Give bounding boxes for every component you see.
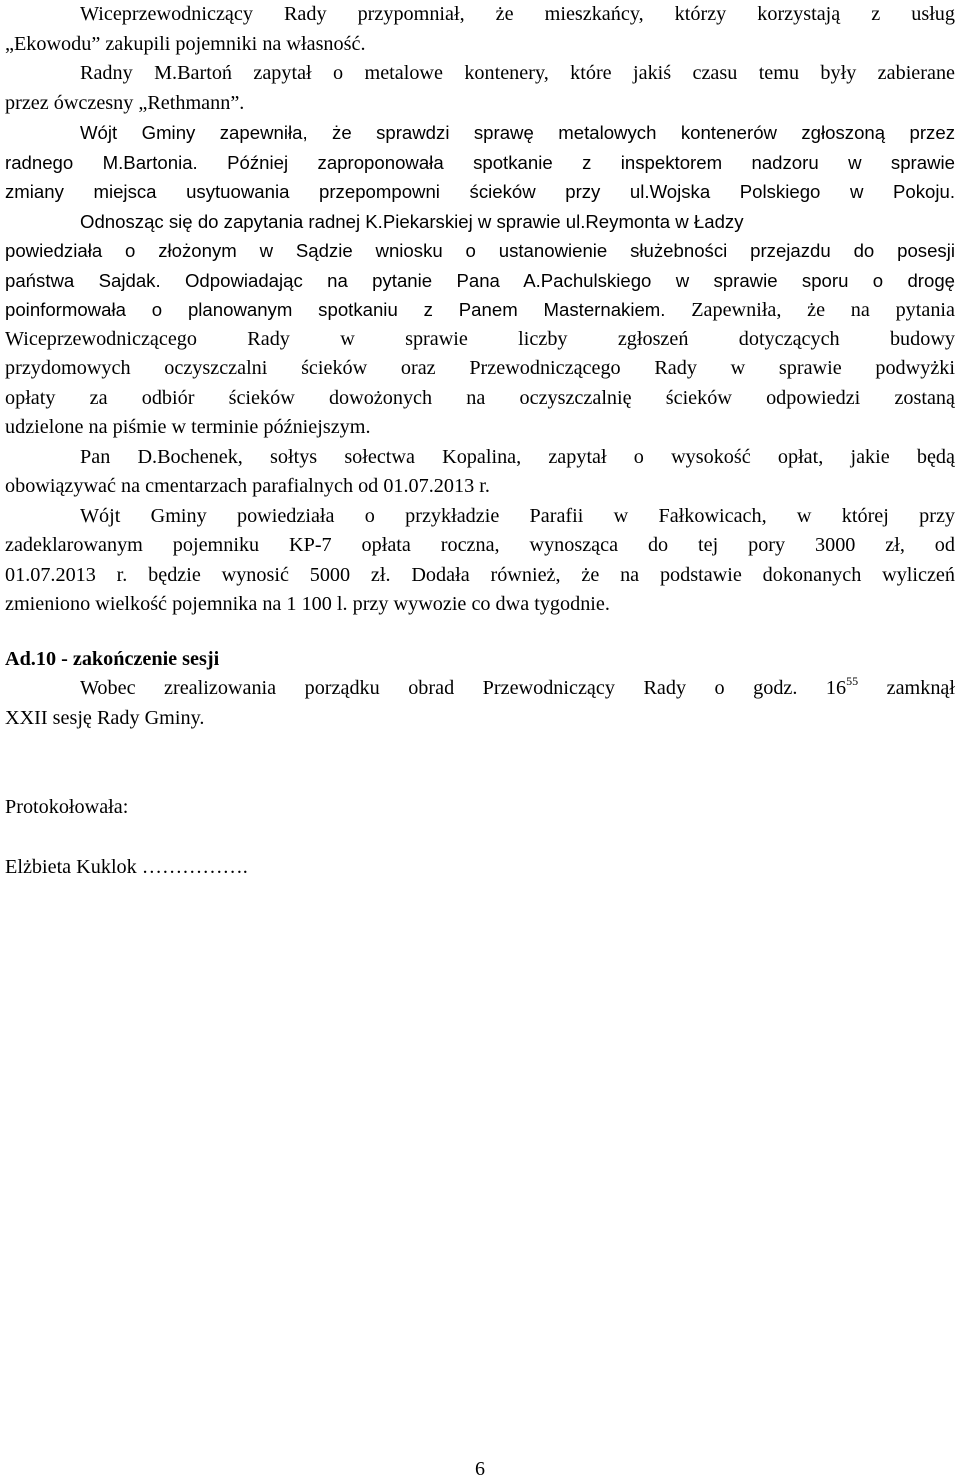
paragraph-barton [5,59,955,118]
paragraph-line [5,148,955,178]
paragraph-line: przez ówczesny „Rethmann”. [5,91,245,114]
paragraph-line [5,674,955,704]
paragraph-line: XXII sesję Rady Gminy. [5,706,205,729]
paragraph-line: obowiązywać na cmentarzach parafialnych od 01.07.2013 r. [5,475,490,497]
paragraph-line: Pan D.Bochenek, sołtys sołectwa Kopalina, zapytał o wysokość opłat, jakie będą [80,445,955,468]
paragraph-line: Wójt Gminy zapewniła, że sprawdzi sprawę metalowych kontenerów zgłoszoną przez [80,122,955,143]
paragraph-line [5,295,955,325]
section-heading: Ad.10 - zakończenie sesji [5,647,220,670]
document-page [5,0,955,882]
line-segment: radnego M.Bartonia. [5,151,198,173]
paragraph-line: 01.07.2013 r. będzie wynosić 5000 zł. Dodała również, że na podstawie dokonanych wyliczeń [5,563,955,586]
paragraph-bochenek [5,443,955,502]
paragraph-ekowod [5,0,955,59]
paragraph-falkowice [5,502,955,620]
paragraph-line: zadeklarowanym pojemniku KP-7 opłata roczna, wynosząca do tej pory 3000 zł, od [5,534,955,556]
signature-label: Protokołowała: [5,796,129,818]
line-segment: Wobec zrealizowania porządku obrad Przewodniczący Rady o godz. 16 [80,677,847,699]
page-number: 6 [475,1458,485,1480]
paragraph-line: Radny M.Bartoń zapytał o metalowe kontenery, które jakiś czasu temu były zabierane [80,62,955,84]
paragraph-line: Wiceprzewodniczący Rady przypomniał, że mieszkańcy, którzy korzystają z usług [80,3,955,25]
paragraph-line: państwa Sajdak. Odpowiadając na pytanie Pana A.Pachulskiego w sprawie sporu o drogę [5,269,955,291]
paragraph-line: udzielone na piśmie w terminie późniejszym. [5,416,371,438]
paragraph-wojt-response [5,118,955,443]
paragraph-line: Wiceprzewodniczącego Rady w sprawie liczby zgłoszeń dotyczących budowy [5,327,955,350]
paragraph-line: przydomowych oczyszczalni ścieków oraz Przewodniczącego Rady w sprawie podwyżki [5,357,955,379]
line-segment: poinformowała o planowanym spotkaniu z Panem Masternakiem. [5,299,666,320]
paragraph-line: Wójt Gminy powiedziała o przykładzie Parafii w Fałkowicach, w której przy [80,504,955,527]
signature-name: Elżbieta Kuklok ……………. [5,855,248,878]
paragraph-line: opłaty za odbiór ścieków dowożonych na oczyszczalnię ścieków odpowiedzi zostaną [5,386,955,409]
paragraph-line: „Ekowodu” zakupili pojemniki na własność. [5,32,366,55]
line-segment: zamknął [858,677,955,699]
line-segment: Zapewniła, że na pytania [665,299,955,321]
paragraph-closing [5,674,955,733]
time-minutes-superscript: 55 [846,674,859,688]
paragraph-line: zmiany miejsca usytuowania przepompowni ścieków przy ul.Wojska Polskiego w Pokoju. [5,181,955,202]
paragraph-line: Odnosząc się do zapytania radnej K.Piekarskiej w sprawie ul.Reymonta w Ładzy [80,210,744,232]
line-segment: Później zaproponowała spotkanie z inspektorem nadzoru w sprawie [197,151,955,173]
paragraph-line: zmieniono wielkość pojemnika na 1 100 l. przy wywozie co dwa tygodnie. [5,593,610,615]
paragraph-line: powiedziała o złożonym w Sądzie wniosku o ustanowienie służebności przejazdu do posesji [5,240,955,261]
